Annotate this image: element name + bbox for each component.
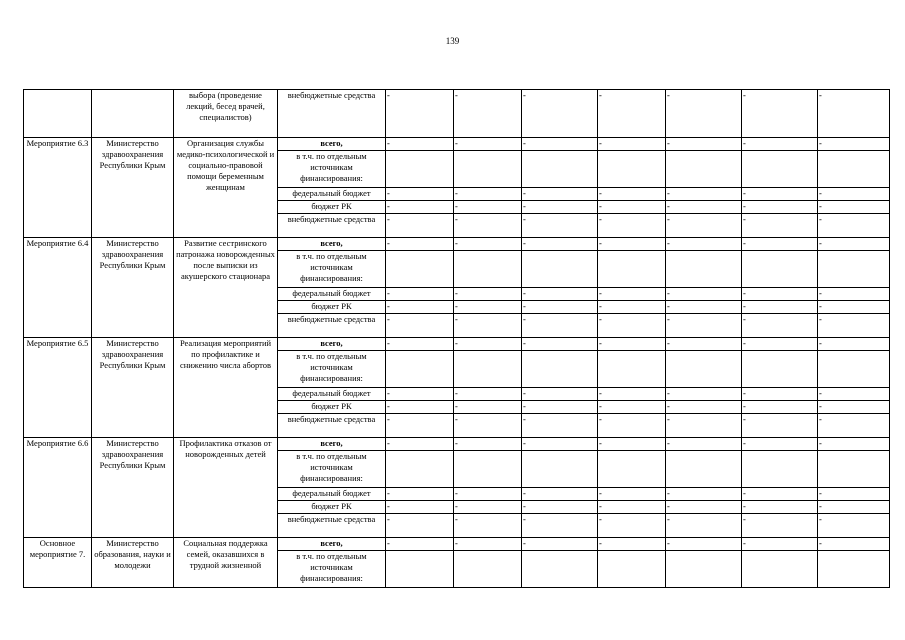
funding-source-cell: внебюджетные средства <box>278 214 386 238</box>
funding-source-cell: всего, <box>278 238 386 251</box>
funding-source-cell: всего, <box>278 338 386 351</box>
value-cell: - <box>666 501 742 514</box>
value-cell: - <box>386 314 454 338</box>
value-cell: - <box>818 214 890 238</box>
value-cell <box>742 251 818 288</box>
value-cell: - <box>818 388 890 401</box>
value-cell: - <box>666 301 742 314</box>
value-cell: - <box>742 214 818 238</box>
value-cell: - <box>742 138 818 151</box>
funding-source-cell: внебюджетные средства <box>278 514 386 538</box>
value-cell <box>598 151 666 188</box>
value-cell: - <box>522 488 598 501</box>
value-cell: - <box>742 501 818 514</box>
value-cell <box>598 351 666 388</box>
value-cell: - <box>818 238 890 251</box>
table-row <box>24 90 890 138</box>
funding-source-cell: внебюджетные средства <box>278 314 386 338</box>
value-cell <box>522 451 598 488</box>
activity-cell: Мероприятие 6.3 <box>24 138 92 238</box>
value-cell: - <box>454 314 522 338</box>
value-cell: - <box>598 438 666 451</box>
value-cell: - <box>742 188 818 201</box>
value-cell: - <box>598 414 666 438</box>
executor-cell: Министерство здравоохранения Республики Крым <box>92 438 174 538</box>
funding-source-cell: всего, <box>278 538 386 551</box>
value-cell: - <box>454 214 522 238</box>
value-cell: - <box>454 201 522 214</box>
value-cell: - <box>598 388 666 401</box>
value-cell: - <box>522 188 598 201</box>
funding-source-cell: в т.ч. по отдельным источникам финансирования: <box>278 451 386 488</box>
activity-cell: Основное мероприятие 7. <box>24 538 92 588</box>
value-cell: - <box>454 90 522 138</box>
value-cell: - <box>742 438 818 451</box>
value-cell: - <box>454 138 522 151</box>
value-cell: - <box>598 138 666 151</box>
funding-source-cell: федеральный бюджет <box>278 188 386 201</box>
value-cell <box>666 551 742 588</box>
funding-source-cell: федеральный бюджет <box>278 288 386 301</box>
value-cell <box>598 551 666 588</box>
activity-cell: Мероприятие 6.5 <box>24 338 92 438</box>
value-cell: - <box>818 501 890 514</box>
value-cell: - <box>666 401 742 414</box>
value-cell: - <box>666 188 742 201</box>
value-cell: - <box>454 288 522 301</box>
value-cell: - <box>598 401 666 414</box>
value-cell: - <box>386 288 454 301</box>
table-row <box>24 438 890 451</box>
funding-source-cell: федеральный бюджет <box>278 388 386 401</box>
value-cell: - <box>818 188 890 201</box>
value-cell: - <box>818 401 890 414</box>
value-cell: - <box>454 238 522 251</box>
funding-source-cell: в т.ч. по отдельным источникам финансирования: <box>278 151 386 188</box>
funding-source-cell: в т.ч. по отдельным источникам финансирования: <box>278 251 386 288</box>
value-cell: - <box>742 538 818 551</box>
value-cell: - <box>598 338 666 351</box>
activity-name-cell: выбора (проведение лекций, бесед врачей, специалистов) <box>174 90 278 138</box>
value-cell: - <box>742 338 818 351</box>
funding-source-cell: бюджет РК <box>278 201 386 214</box>
value-cell: - <box>598 238 666 251</box>
value-cell <box>386 151 454 188</box>
value-cell: - <box>818 138 890 151</box>
value-cell: - <box>522 301 598 314</box>
value-cell: - <box>386 238 454 251</box>
value-cell: - <box>742 301 818 314</box>
activity-cell <box>24 90 92 138</box>
value-cell <box>454 151 522 188</box>
value-cell: - <box>818 201 890 214</box>
funding-source-cell: внебюджетные средства <box>278 414 386 438</box>
value-cell <box>742 451 818 488</box>
value-cell: - <box>666 514 742 538</box>
value-cell: - <box>666 414 742 438</box>
value-cell <box>742 551 818 588</box>
value-cell: - <box>598 90 666 138</box>
value-cell: - <box>386 501 454 514</box>
value-cell: - <box>818 338 890 351</box>
value-cell: - <box>666 538 742 551</box>
value-cell: - <box>666 388 742 401</box>
value-cell: - <box>522 238 598 251</box>
value-cell <box>386 251 454 288</box>
value-cell: - <box>742 401 818 414</box>
value-cell <box>454 351 522 388</box>
value-cell: - <box>386 301 454 314</box>
value-cell: - <box>666 488 742 501</box>
value-cell: - <box>386 90 454 138</box>
value-cell: - <box>598 201 666 214</box>
value-cell: - <box>386 201 454 214</box>
value-cell <box>666 151 742 188</box>
activity-name-cell: Реализация мероприятий по профилактике и снижению числа абортов <box>174 338 278 438</box>
value-cell <box>522 151 598 188</box>
value-cell: - <box>454 538 522 551</box>
value-cell: - <box>818 438 890 451</box>
value-cell: - <box>742 90 818 138</box>
funding-source-cell: всего, <box>278 438 386 451</box>
value-cell: - <box>454 501 522 514</box>
value-cell: - <box>522 338 598 351</box>
value-cell: - <box>522 388 598 401</box>
executor-cell: Министерство здравоохранения Республики Крым <box>92 338 174 438</box>
value-cell: - <box>454 401 522 414</box>
value-cell: - <box>666 314 742 338</box>
value-cell: - <box>818 314 890 338</box>
table-row <box>24 538 890 551</box>
value-cell: - <box>522 314 598 338</box>
value-cell <box>666 451 742 488</box>
value-cell: - <box>742 288 818 301</box>
value-cell: - <box>454 338 522 351</box>
funding-source-cell: всего, <box>278 138 386 151</box>
value-cell: - <box>522 514 598 538</box>
value-cell: - <box>818 514 890 538</box>
value-cell: - <box>386 401 454 414</box>
value-cell <box>742 151 818 188</box>
executor-cell <box>92 90 174 138</box>
financing-table <box>23 89 890 588</box>
value-cell <box>742 351 818 388</box>
value-cell: - <box>742 414 818 438</box>
funding-source-cell: внебюджетные средства <box>278 90 386 138</box>
value-cell <box>454 251 522 288</box>
activity-name-cell: Социальная поддержка семей, оказавшихся в трудной жизненной <box>174 538 278 588</box>
value-cell: - <box>386 438 454 451</box>
value-cell <box>666 251 742 288</box>
value-cell: - <box>598 301 666 314</box>
value-cell: - <box>818 90 890 138</box>
value-cell: - <box>386 414 454 438</box>
table-row <box>24 238 890 251</box>
value-cell <box>386 551 454 588</box>
funding-source-cell: бюджет РК <box>278 301 386 314</box>
value-cell: - <box>666 288 742 301</box>
value-cell: - <box>522 438 598 451</box>
value-cell: - <box>454 388 522 401</box>
value-cell: - <box>598 214 666 238</box>
funding-source-cell: в т.ч. по отдельным источникам финансирования: <box>278 551 386 588</box>
value-cell <box>818 551 890 588</box>
value-cell: - <box>598 488 666 501</box>
value-cell: - <box>386 188 454 201</box>
value-cell <box>666 351 742 388</box>
value-cell: - <box>386 388 454 401</box>
value-cell: - <box>598 188 666 201</box>
value-cell: - <box>666 438 742 451</box>
value-cell: - <box>818 488 890 501</box>
value-cell <box>522 551 598 588</box>
table-row <box>24 338 890 351</box>
value-cell: - <box>742 314 818 338</box>
page-number: 139 <box>445 36 460 46</box>
value-cell: - <box>742 201 818 214</box>
value-cell: - <box>666 138 742 151</box>
value-cell: - <box>454 488 522 501</box>
table-row <box>24 138 890 151</box>
funding-source-cell: в т.ч. по отдельным источникам финансирования: <box>278 351 386 388</box>
value-cell: - <box>522 288 598 301</box>
value-cell <box>598 451 666 488</box>
value-cell: - <box>386 488 454 501</box>
value-cell: - <box>666 90 742 138</box>
value-cell <box>522 251 598 288</box>
value-cell: - <box>454 438 522 451</box>
value-cell: - <box>666 238 742 251</box>
value-cell <box>598 251 666 288</box>
value-cell: - <box>742 514 818 538</box>
activity-name-cell: Организация службы медико-психологической и социально-правовой помощи беременным женщинам <box>174 138 278 238</box>
value-cell: - <box>742 488 818 501</box>
activity-name-cell: Развитие сестринского патронажа новорожденных после выписки из акушерского стационара <box>174 238 278 338</box>
funding-source-cell: бюджет РК <box>278 401 386 414</box>
executor-cell: Министерство здравоохранения Республики Крым <box>92 138 174 238</box>
value-cell: - <box>522 401 598 414</box>
value-cell <box>454 551 522 588</box>
value-cell: - <box>522 138 598 151</box>
value-cell <box>454 451 522 488</box>
value-cell: - <box>818 301 890 314</box>
value-cell: - <box>522 501 598 514</box>
value-cell: - <box>818 538 890 551</box>
value-cell <box>818 351 890 388</box>
value-cell: - <box>666 214 742 238</box>
value-cell: - <box>454 514 522 538</box>
value-cell: - <box>742 238 818 251</box>
value-cell: - <box>522 90 598 138</box>
value-cell <box>818 251 890 288</box>
executor-cell: Министерство образования, науки и молодежи <box>92 538 174 588</box>
funding-source-cell: бюджет РК <box>278 501 386 514</box>
value-cell <box>386 351 454 388</box>
value-cell: - <box>598 501 666 514</box>
value-cell: - <box>454 188 522 201</box>
value-cell: - <box>386 514 454 538</box>
value-cell: - <box>454 301 522 314</box>
value-cell: - <box>598 514 666 538</box>
executor-cell: Министерство здравоохранения Республики Крым <box>92 238 174 338</box>
value-cell <box>522 351 598 388</box>
value-cell: - <box>386 538 454 551</box>
value-cell: - <box>818 288 890 301</box>
value-cell <box>818 151 890 188</box>
activity-name-cell: Профилактика отказов от новорожденных детей <box>174 438 278 538</box>
value-cell: - <box>598 288 666 301</box>
funding-source-cell: федеральный бюджет <box>278 488 386 501</box>
value-cell: - <box>742 388 818 401</box>
value-cell: - <box>598 538 666 551</box>
value-cell: - <box>522 414 598 438</box>
value-cell <box>818 451 890 488</box>
value-cell: - <box>386 214 454 238</box>
value-cell: - <box>666 338 742 351</box>
value-cell <box>386 451 454 488</box>
activity-cell: Мероприятие 6.4 <box>24 238 92 338</box>
value-cell: - <box>386 138 454 151</box>
value-cell: - <box>522 538 598 551</box>
value-cell: - <box>818 414 890 438</box>
value-cell: - <box>454 414 522 438</box>
value-cell: - <box>522 214 598 238</box>
activity-cell: Мероприятие 6.6 <box>24 438 92 538</box>
value-cell: - <box>598 314 666 338</box>
value-cell: - <box>522 201 598 214</box>
value-cell: - <box>386 338 454 351</box>
value-cell: - <box>666 201 742 214</box>
